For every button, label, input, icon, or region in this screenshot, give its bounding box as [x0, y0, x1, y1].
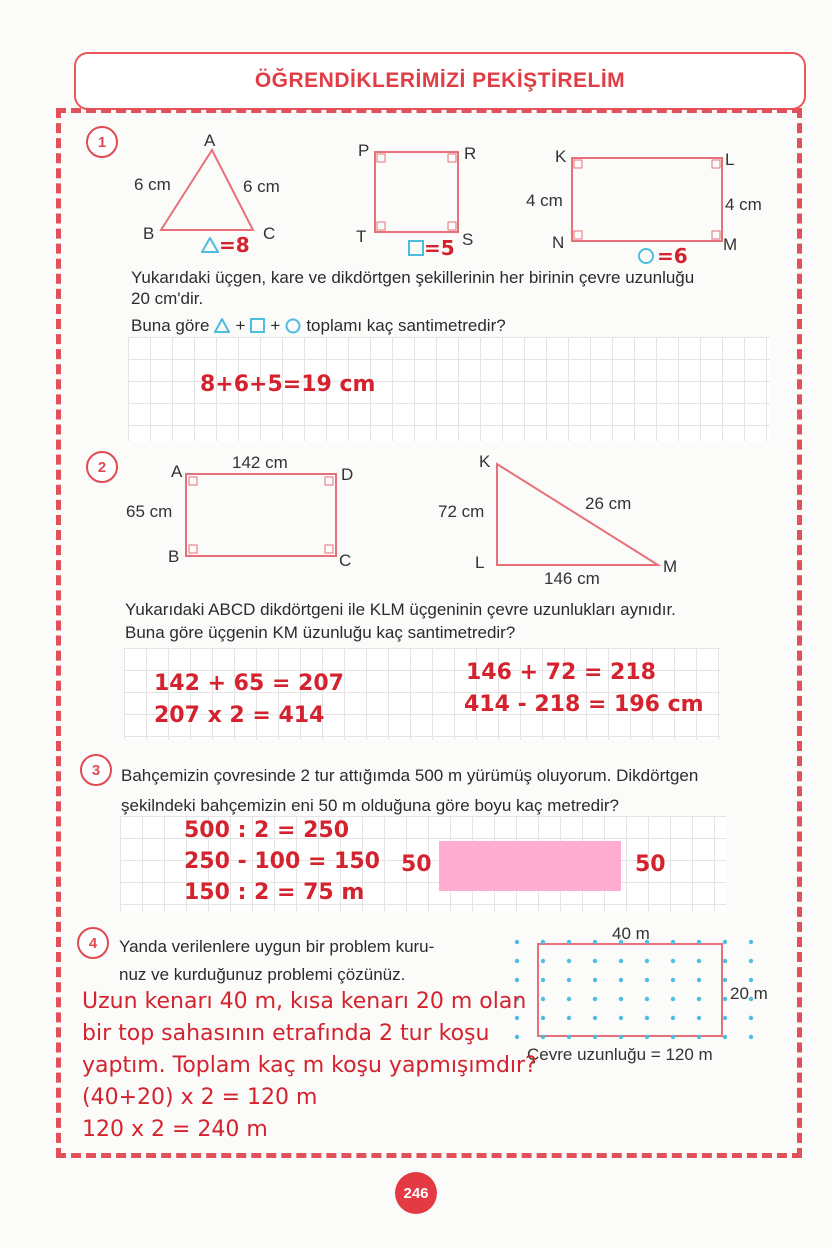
grid-dot: [567, 1035, 571, 1039]
grid-dot: [671, 1035, 675, 1039]
q3-answer-2: 250 - 100 = 150: [184, 849, 380, 874]
right-angle-mark: [377, 154, 385, 162]
grid-dot: [541, 1035, 545, 1039]
circle-icon: [637, 247, 655, 265]
grid-dot: [619, 978, 623, 982]
grid-dot: [749, 1016, 753, 1020]
question-2-number: 2: [86, 451, 118, 483]
field-height: 20 m: [730, 984, 768, 1003]
rect-left-side: 65 cm: [126, 502, 173, 521]
q2-answer-right-2: 414 - 218 = 196 cm: [464, 692, 704, 717]
grid-dot: [723, 1016, 727, 1020]
grid-dot: [723, 940, 727, 944]
right-angle-mark: [574, 160, 582, 168]
grid-dot: [749, 1035, 753, 1039]
q1-question-suffix: toplamı kaç santimetredir?: [306, 316, 506, 335]
grid-dot: [541, 1016, 545, 1020]
vertex-c: C: [263, 224, 276, 243]
q1-text-line1: Yukarıdaki üçgen, kare ve dikdörtgen şekillerinin her birinin çevre uzunluğu: [131, 268, 695, 287]
rect-abcd: [186, 474, 336, 556]
grid-dot: [567, 959, 571, 963]
vertex-b: B: [143, 224, 155, 243]
grid-dot: [723, 978, 727, 982]
q4-answer-line: Uzun kenarı 40 m, kısa kenarı 20 m olan: [82, 989, 527, 1014]
triangle-value: [201, 233, 250, 257]
grid-dot: [645, 1016, 649, 1020]
q2-answer-left-2: 207 x 2 = 414: [154, 703, 325, 728]
dot-grid: [515, 940, 753, 1039]
question-4-number: 4: [77, 927, 109, 959]
grid-dot: [619, 1016, 623, 1020]
grid-dot: [749, 959, 753, 963]
field-perimeter: Çevre uzunluğu = 120 m: [527, 1045, 713, 1064]
grid-dot: [619, 959, 623, 963]
vertex-d: D: [341, 465, 354, 484]
grid-dot: [697, 959, 701, 963]
right-angle-mark: [448, 222, 456, 230]
circle-icon: [285, 318, 301, 334]
grid-dot: [671, 978, 675, 982]
vertex-c: C: [339, 551, 352, 570]
grid-dot: [671, 959, 675, 963]
square-prst: [375, 152, 458, 232]
vertex-a: A: [204, 131, 216, 150]
grid-dot: [619, 1035, 623, 1039]
right-angle-mark: [325, 545, 333, 553]
q4-answer-line: yaptım. Toplam kaç m koşu yapmışımdır?: [82, 1053, 537, 1078]
q4-text-line1: Yanda verilenlere uygun bir problem kuru-: [119, 937, 435, 956]
q1-question: [131, 313, 506, 338]
grid-dot: [671, 1016, 675, 1020]
tri-hyp-side: 26 cm: [585, 494, 632, 513]
grid-dot: [515, 959, 519, 963]
field-rectangle: [538, 944, 722, 1036]
right-angle-mark: [712, 160, 720, 168]
rect-left-side: 4 cm: [526, 191, 563, 210]
vertex-l: L: [725, 150, 735, 169]
q2-text-line2: Buna göre üçgenin KM üzunluğu kaç santimetredir?: [125, 623, 516, 642]
field-width: 40 m: [612, 924, 650, 943]
rect-klmn: [572, 158, 722, 241]
vertex-s: S: [462, 230, 474, 249]
garden-rectangle: [439, 841, 621, 891]
q3-text-line1: Bahçemizin çovresinde 2 tur attığımda 500 m yürümüş oluyorum. Dikdörtgen: [121, 766, 699, 785]
grid-dot: [593, 1016, 597, 1020]
grid-dot: [593, 959, 597, 963]
grid-dot: [697, 997, 701, 1001]
triangle-icon: [201, 237, 219, 253]
vertex-k: K: [479, 452, 491, 471]
grid-dot: [723, 1035, 727, 1039]
rect-right-side: 4 cm: [725, 195, 762, 214]
q3-side-right: 50: [635, 852, 666, 877]
grid-dot: [515, 940, 519, 944]
grid-dot: [541, 997, 545, 1001]
right-angle-mark: [712, 231, 720, 239]
grid-dot: [541, 940, 545, 944]
triangle-right-side: 6 cm: [243, 177, 280, 196]
grid-dot: [697, 978, 701, 982]
vertex-l: L: [475, 553, 485, 572]
right-angle-mark: [377, 222, 385, 230]
vertex-k: K: [555, 147, 567, 166]
right-angle-mark: [189, 545, 197, 553]
q4-text-line2: nuz ve kurduğunuz problemi çözünüz.: [119, 965, 406, 984]
q1-question-prefix: Buna göre: [131, 316, 210, 335]
q3-text-line2: şekilndeki bahçemizin eni 50 m olduğuna göre boyu kaç metredir?: [121, 796, 620, 815]
question-1-number: 1: [86, 126, 118, 158]
grid-dot: [697, 1035, 701, 1039]
q4-answer-line: 120 x 2 = 240 m: [82, 1117, 268, 1142]
grid-dot: [645, 978, 649, 982]
q2-text-line1: Yukarıdaki ABCD dikdörtgeni ile KLM üçgeninin çevre uzunlukları aynıdır.: [125, 600, 676, 619]
right-angle-mark: [189, 477, 197, 485]
triangle-klm: [497, 464, 658, 565]
grid-dot: [567, 997, 571, 1001]
page-number: 246: [395, 1172, 437, 1214]
grid-dot: [541, 978, 545, 982]
q3-answer-3: 150 : 2 = 75 m: [184, 880, 365, 905]
plus-sign: +: [235, 316, 246, 335]
q2-answer-left-1: 142 + 65 = 207: [154, 671, 344, 696]
grid-dot: [645, 1035, 649, 1039]
vertex-m: M: [663, 557, 678, 576]
triangle-value-text: =8: [219, 233, 250, 257]
vertex-p: P: [358, 141, 370, 160]
grid-dot: [697, 940, 701, 944]
triangle-icon: [214, 318, 230, 333]
grid-dot: [645, 997, 649, 1001]
triangle-left-side: 6 cm: [134, 175, 171, 194]
q3-answer-1: 500 : 2 = 250: [184, 818, 350, 843]
square-icon: [250, 318, 265, 333]
q3-side-left: 50: [401, 852, 432, 877]
vertex-b: B: [168, 547, 180, 566]
grid-dot: [671, 940, 675, 944]
triangle-abc: [161, 150, 253, 230]
right-angle-mark: [325, 477, 333, 485]
grid-dot: [723, 997, 727, 1001]
q4-answer-line: (40+20) x 2 = 120 m: [82, 1085, 318, 1110]
grid-dot: [749, 940, 753, 944]
vertex-t: T: [356, 227, 367, 246]
q4-answer-block: [82, 986, 537, 1146]
vertex-r: R: [464, 144, 477, 163]
grid-dot: [593, 997, 597, 1001]
grid-dot: [619, 997, 623, 1001]
grid-dot: [749, 978, 753, 982]
grid-dot: [593, 978, 597, 982]
vertex-m: M: [723, 235, 738, 254]
grid-dot: [567, 1016, 571, 1020]
q1-answer: 8+6+5=19 cm: [200, 372, 376, 397]
grid-dot: [723, 959, 727, 963]
grid-dot: [567, 978, 571, 982]
right-angle-mark: [574, 231, 582, 239]
tri-bottom-side: 146 cm: [544, 569, 600, 588]
grid-dot: [645, 959, 649, 963]
q1-text-line2: 20 cm'dir.: [131, 289, 204, 308]
square-value: [408, 236, 455, 260]
circle-value-text: =6: [657, 244, 688, 268]
vertex-n: N: [552, 233, 565, 252]
q4-answer-line: bir top sahasının etrafında 2 tur koşu: [82, 1021, 490, 1046]
rect-top-side: 142 cm: [232, 453, 288, 472]
vertex-a: A: [171, 462, 183, 481]
q2-answer-right-1: 146 + 72 = 218: [466, 660, 656, 685]
question-3-number: 3: [80, 754, 112, 786]
grid-dot: [515, 978, 519, 982]
grid-dot: [671, 997, 675, 1001]
page-title: ÖĞRENDİKLERİMİZİ PEKİŞTİRELİM: [254, 69, 626, 92]
grid-dot: [593, 1035, 597, 1039]
plus-sign: +: [270, 316, 281, 335]
right-angle-mark: [448, 154, 456, 162]
square-icon: [408, 240, 424, 256]
tri-left-side: 72 cm: [438, 502, 485, 521]
grid-dot: [541, 959, 545, 963]
grid-dot: [567, 940, 571, 944]
grid-dot: [697, 1016, 701, 1020]
grid-dot: [593, 940, 597, 944]
square-value-text: =5: [424, 236, 455, 260]
